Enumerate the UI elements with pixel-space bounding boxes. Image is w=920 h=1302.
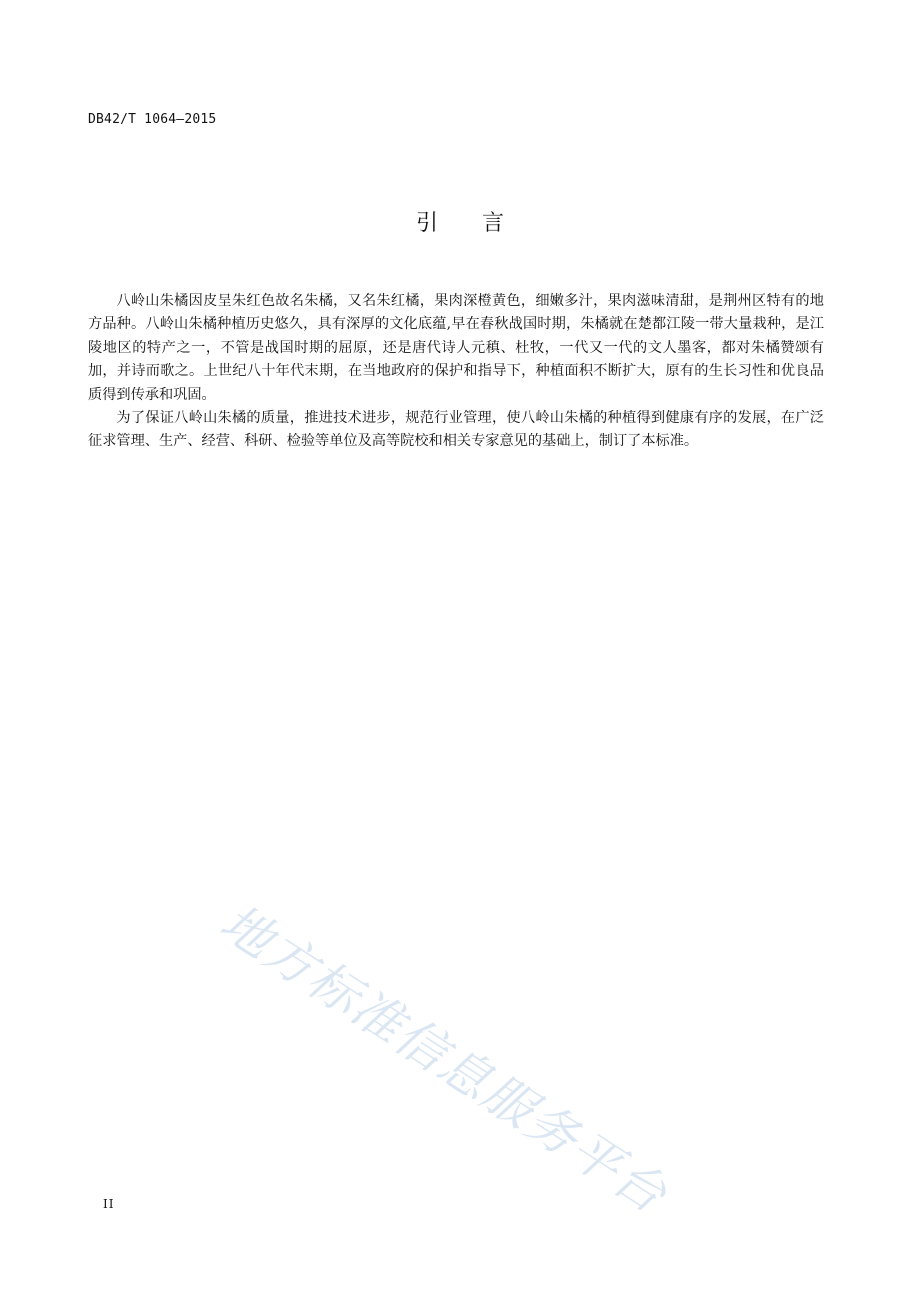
document-code: DB42/T 1064—2015 bbox=[88, 112, 217, 127]
paragraph-1: 八岭山朱橘因皮呈朱红色故名朱橘，又名朱红橘，果肉深橙黄色，细嫩多汁，果肉滋味清甜，是荆州区特有的地方品种。八岭山朱橘种植历史悠久，具有深厚的文化底蕴,早在春秋战国时期，朱橘就在楚都江陵一带大量栽种，是江陵地区的特产之一，不管是战国时期的屈原，还是唐代诗人元稹、杜牧，一代又一代的文人墨客，都对朱橘赞颂有加，并诗而歌之。上世纪八十年代末期，在当地政府的保护和指导下，种植面积不断扩大，原有的生长习性和优良品质得到传承和巩固。 bbox=[88, 293, 824, 403]
paragraph-2: 为了保证八岭山朱橘的质量，推进技术进步，规范行业管理，使八岭山朱橘的种植得到健康有序的发展，在广泛征求管理、生产、经营、科研、检验等单位及高等院校和相关专家意见的基础上，制订了本标准。 bbox=[88, 410, 824, 450]
page-title: 引言 bbox=[415, 211, 548, 236]
body-text bbox=[88, 290, 824, 454]
watermark: 地方标准信息服务平台 bbox=[210, 893, 678, 1225]
page-number: II bbox=[103, 1197, 115, 1211]
